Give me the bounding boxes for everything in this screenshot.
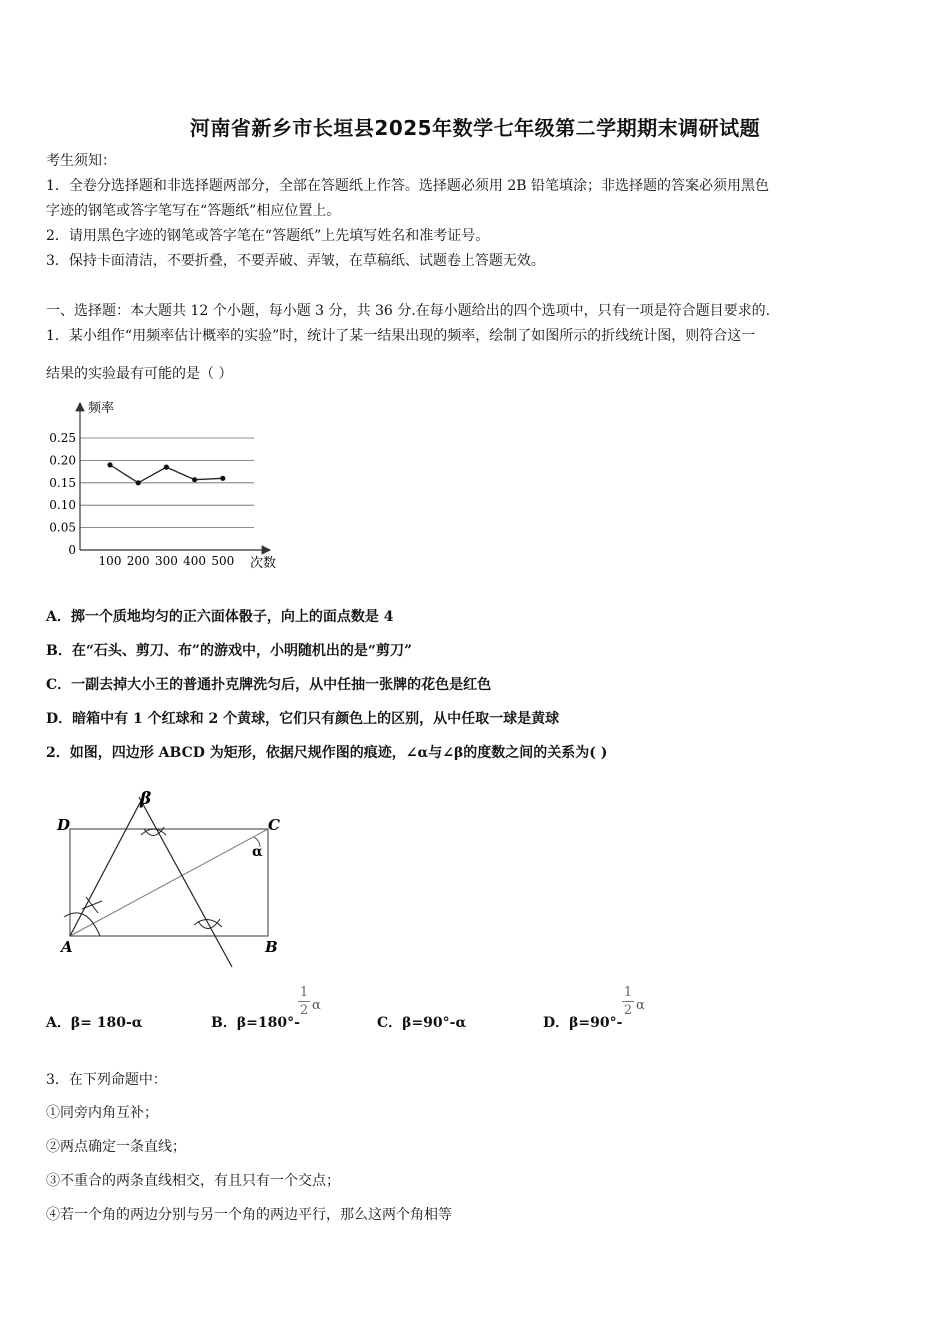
y-tick-label: 0.05 (49, 520, 76, 535)
notice-line-1a: 1．全卷分选择题和非选择题两部分，全部在答题纸上作答。选择题必须用 2B 铅笔填涂；非选择题的答案必须用黑色 (46, 178, 769, 194)
q2-option-b: B．β=180°- (211, 1015, 300, 1031)
vertex-label-d: D (57, 816, 71, 834)
q2-option-d-fraction (622, 985, 634, 1018)
x-tick-labels (99, 554, 235, 568)
rectangle-construction-figure (46, 785, 306, 975)
arc-mark-1 (82, 897, 102, 913)
x-tick-label: 500 (211, 554, 235, 568)
x-tick-label: 100 (98, 554, 122, 568)
data-point (220, 476, 225, 481)
data-point (107, 462, 112, 467)
fraction-denominator: 2 (623, 1003, 633, 1018)
section-heading: 一、选择题：本大题共 12 个小题，每小题 3 分，共 36 分.在每小题给出的四个选项中，只有一项是符合题目要求的. (46, 303, 771, 319)
q3-item-1: ①同旁内角互补； (46, 1105, 158, 1121)
y-tick-label: 0.15 (49, 475, 76, 490)
q1-stem-line-1: 1．某小组作“用频率估计概率的实验”时，统计了某一结果出现的频率，绘制了如图所示的折线统计图，则符合这一 (46, 328, 756, 344)
arc-mark-2 (141, 827, 166, 836)
q2-option-a: A．β= 180-α (46, 1015, 143, 1031)
chart-grid (80, 438, 254, 528)
q1-option-c: C．一副去掉大小王的普通扑克牌洗匀后，从中任抽一张牌的花色是红色 (46, 677, 492, 693)
q2-option-d-alpha: α (636, 998, 645, 1013)
page-title: 河南省新乡市长垣县2025年数学七年级第二学期期末调研试题 (189, 116, 761, 140)
q2-option-d: D．β=90°- (543, 1015, 623, 1031)
data-point (136, 480, 141, 485)
angle-label-beta: β (140, 789, 152, 809)
x-axis-label: 次数 (250, 556, 277, 571)
y-axis-label: 频率 (88, 401, 115, 416)
vertex-label-b: B (265, 938, 278, 956)
q2-stem: 2．如图，四边形 ABCD 为矩形，依据尺规作图的痕迹，∠α与∠β的度数之间的关系为( ) (46, 745, 608, 761)
angle-label-alpha: α (252, 844, 263, 860)
data-point (192, 477, 197, 482)
q1-stem-line-2: 结果的实验最有可能的是（ ） (46, 366, 233, 382)
q3-item-3: ③不重合的两条直线相交，有且只有一个交点； (46, 1173, 340, 1189)
notice-line-2: 2．请用黑色字迹的钢笔或答字笔在“答题纸”上先填写姓名和准考证号。 (46, 228, 490, 244)
notice-line-1b: 字迹的钢笔或答字笔写在“答题纸”相应位置上。 (46, 203, 341, 219)
q3-item-2: ②两点确定一条直线； (46, 1139, 186, 1155)
q2-option-c: C．β=90°-α (377, 1015, 467, 1031)
vertex-label-a: A (61, 938, 73, 956)
diagonal-ac (70, 829, 268, 936)
q1-option-a: A．掷一个质地均匀的正六面体骰子，向上的面点数是 4 (46, 609, 394, 625)
data-point (164, 465, 169, 470)
y-tick-label: 0.10 (49, 498, 76, 513)
x-tick-label: 400 (183, 554, 207, 568)
y-tick-label: 0 (68, 543, 76, 557)
q3-stem: 3．在下列命题中： (46, 1072, 167, 1088)
y-tick-label: 0.25 (49, 431, 76, 445)
q1-option-d: D．暗箱中有 1 个红球和 2 个黄球，它们只有颜色上的区别，从中任取一球是黄球 (46, 711, 560, 727)
x-tick-label: 300 (154, 554, 178, 568)
q2-option-b-fraction (298, 985, 310, 1018)
frequency-chart (46, 395, 296, 580)
notice-line-3: 3．保持卡面清洁，不要折叠，不要弄破、弄皱，在草稿纸、试题卷上答题无效。 (46, 253, 545, 269)
y-tick-labels (49, 431, 76, 557)
perpendicular-bisector-line (139, 797, 232, 967)
q2-option-b-alpha: α (312, 998, 321, 1013)
fraction-numerator: 1 (299, 985, 309, 1000)
y-tick-label: 0.20 (49, 453, 76, 468)
q1-option-b: B．在“石头、剪刀、布”的游戏中，小明随机出的是“剪刀” (46, 643, 413, 659)
x-tick-label: 200 (126, 554, 150, 568)
fraction-numerator: 1 (623, 985, 633, 1000)
fraction-denominator: 2 (299, 1003, 309, 1018)
vertex-label-c: C (268, 816, 280, 834)
construction-line-1 (70, 797, 143, 936)
q3-item-4: ④若一个角的两边分别与另一个角的两边平行，那么这两个角相等 (46, 1207, 452, 1223)
notice-heading: 考生须知： (46, 153, 116, 169)
